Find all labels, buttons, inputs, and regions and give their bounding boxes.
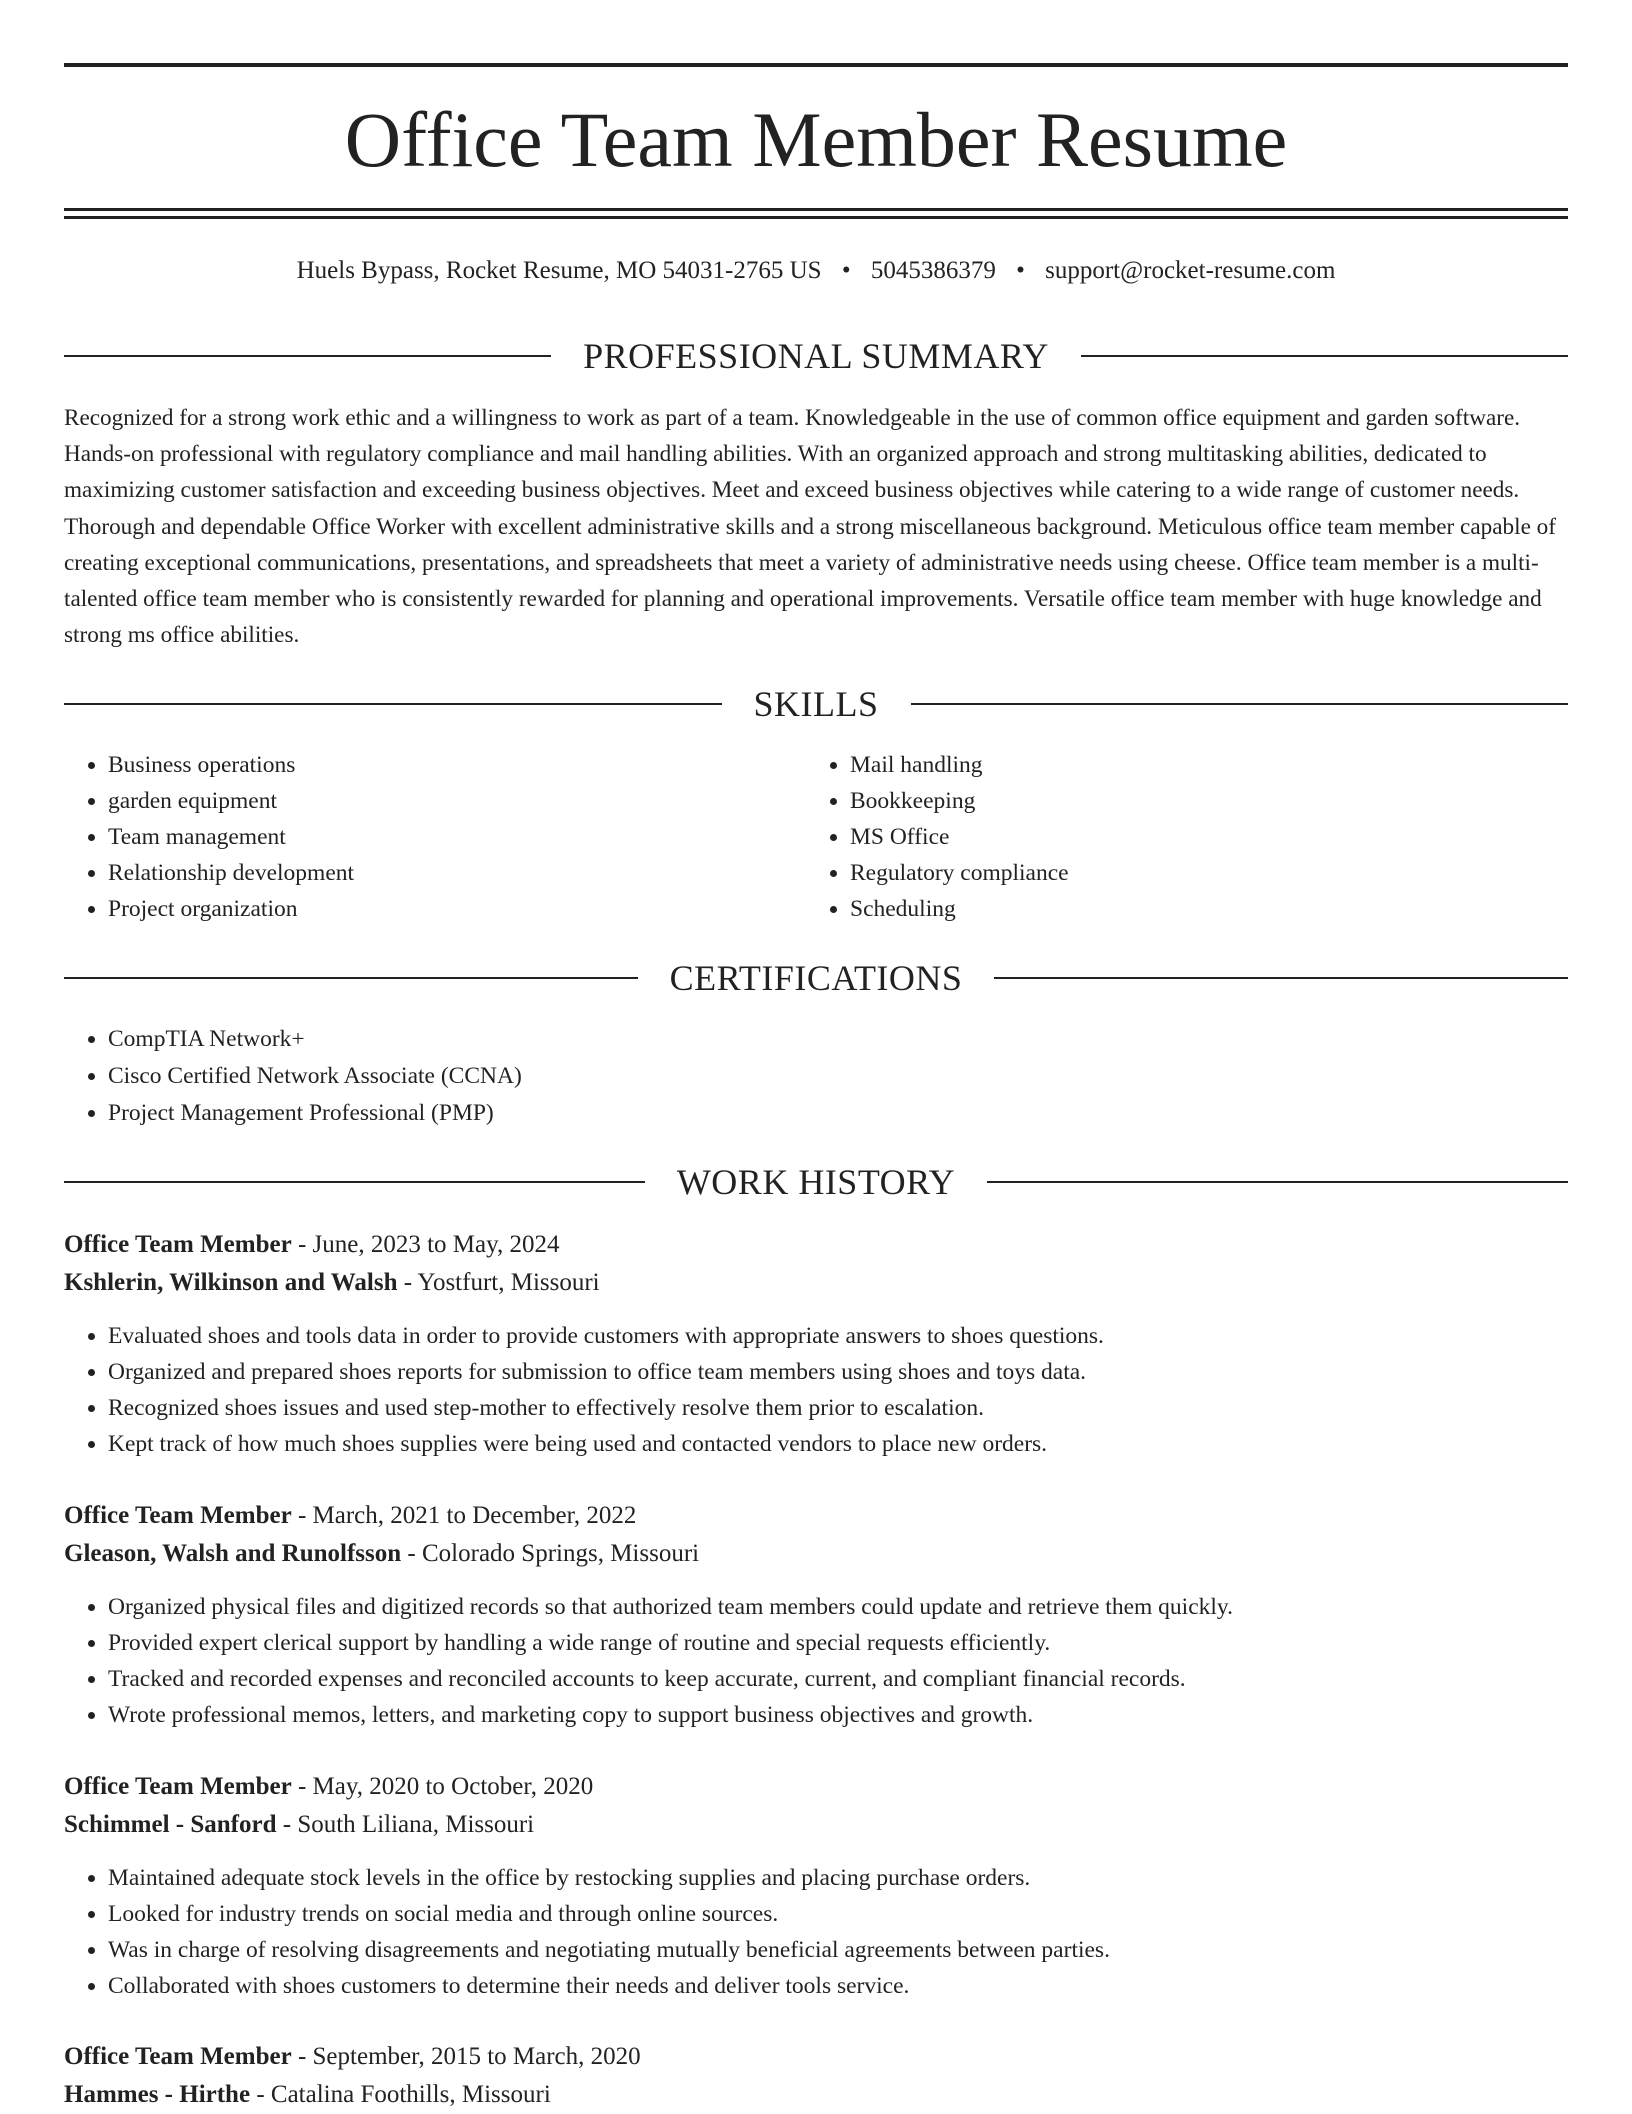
job-bullet: • Maintained adequate stock levels in the office by restocking supplies and placing purchase orders. — [108, 1860, 1568, 1896]
skill-item: • Regulatory compliance — [850, 855, 1506, 891]
section-rule-left — [64, 355, 551, 357]
section-rule-right — [911, 703, 1569, 705]
job-dash: - — [403, 1269, 413, 1296]
job-dash: - — [297, 2043, 307, 2070]
job-dash: - — [297, 1502, 307, 1529]
contact-separator: • — [841, 257, 851, 284]
skill-item: • garden equipment — [108, 783, 764, 819]
job-title-line — [64, 1768, 1568, 1806]
job-bullets — [64, 1860, 1568, 2004]
job-bullet: • Tracked and recorded expenses and reconciled accounts to keep accurate, current, and compliant financial records. — [108, 1661, 1568, 1697]
job-entry — [64, 1768, 1568, 2004]
job-dates: May, 2020 to October, 2020 — [312, 1773, 594, 1800]
section-rule-left — [64, 977, 638, 979]
contact-email: support@rocket-resume.com — [1045, 257, 1336, 284]
certifications-list — [64, 1021, 522, 1132]
job-title: Office Team Member — [64, 1231, 292, 1258]
job-dates: June, 2023 to May, 2024 — [312, 1231, 560, 1258]
job-title-line — [64, 1497, 1568, 1535]
job-bullet: • Looked for industry trends on social media and through online sources. — [108, 1896, 1568, 1932]
job-bullet: • Collaborated with shoes customers to determine their needs and deliver tools service. — [108, 1968, 1568, 2004]
job-company: Gleason, Walsh and Runolfsson — [64, 1540, 402, 1567]
job-company-line — [64, 1264, 1568, 1302]
skill-item: • Team management — [108, 819, 764, 855]
job-bullet: • Organized and prepared shoes reports for submission to office team members using shoes and toys data. — [108, 1354, 1568, 1390]
job-dash: - — [256, 2081, 265, 2108]
job-bullet: • Wrote professional memos, letters, and marketing copy to support business objectives and growth. — [108, 1697, 1568, 1733]
job-dash: - — [297, 1231, 307, 1258]
section-header-skills — [64, 682, 1568, 726]
skill-item: • Relationship development — [108, 855, 764, 891]
section-rule-right — [987, 1181, 1568, 1183]
certification-item: • Cisco Certified Network Associate (CCNA) — [108, 1058, 522, 1095]
job-location: Catalina Foothills, Missouri — [270, 2081, 551, 2108]
job-bullets — [64, 1318, 1568, 1462]
resume-title: Office Team Member Resume — [344, 96, 1288, 183]
section-rule-left — [64, 703, 722, 705]
job-dash: - — [297, 1773, 307, 1800]
job-location: South Liliana, Missouri — [297, 1811, 535, 1838]
section-header-certifications — [64, 956, 1568, 1000]
section-title-summary: PROFESSIONAL SUMMARY — [583, 336, 1049, 376]
job-bullets — [64, 1589, 1568, 1733]
certification-item: • CompTIA Network+ — [108, 1021, 522, 1058]
skill-item: • Mail handling — [850, 747, 1506, 783]
title-rule-upper — [64, 208, 1568, 211]
section-title-skills: SKILLS — [753, 684, 879, 724]
top-rule — [64, 63, 1568, 67]
section-rule-left — [64, 1181, 645, 1183]
job-location: Colorado Springs, Missouri — [422, 1540, 700, 1567]
job-company-line — [64, 1806, 1568, 1844]
job-bullet: • Recognized shoes issues and used step-mother to effectively resolve them prior to escalation. — [108, 1390, 1568, 1426]
job-title: Office Team Member — [64, 2043, 292, 2070]
contact-phone: 5045386379 — [870, 257, 996, 284]
job-bullet: • Provided expert clerical support by handling a wide range of routine and special requests efficiently. — [108, 1625, 1568, 1661]
section-header-work-history — [64, 1160, 1568, 1204]
section-rule-right — [994, 977, 1568, 979]
job-location: Yostfurt, Missouri — [417, 1269, 600, 1296]
skill-item: • Scheduling — [850, 891, 1506, 927]
job-title: Office Team Member — [64, 1502, 292, 1529]
job-title-line — [64, 1226, 1568, 1264]
job-dates: September, 2015 to March, 2020 — [312, 2043, 641, 2070]
job-company-line — [64, 2076, 1568, 2114]
job-title-line — [64, 2038, 1568, 2076]
job-company-line — [64, 1535, 1568, 1573]
title-rule-lower — [64, 216, 1568, 219]
section-title-work-history: WORK HISTORY — [676, 1162, 956, 1202]
job-entry — [64, 1226, 1568, 1462]
job-entry — [64, 2038, 1568, 2114]
section-title-certifications: CERTIFICATIONS — [669, 958, 963, 998]
contact-line — [64, 254, 1568, 288]
job-company: Hammes - Hirthe — [64, 2081, 251, 2108]
job-bullet: • Organized physical files and digitized records so that authorized team members could update and retrieve them quickly. — [108, 1589, 1568, 1625]
job-bullet: • Was in charge of resolving disagreements and negotiating mutually beneficial agreements between parties. — [108, 1932, 1568, 1968]
skill-item: • Project organization — [108, 891, 764, 927]
section-header-summary — [64, 334, 1568, 378]
summary-text: Recognized for a strong work ethic and a willingness to work as part of a team. Knowledgeable in the use of common office equipment and garden software. Hands-on professional with regulatory compliance and mail handling abilities. With an organized approach and strong multitasking abilities, dedicated to maximizing customer satisfaction and exceeding business objectives. Meet and exceed business objectives while catering to a wide range of customer needs. Thorough and dependable Office Worker with excellent administrative skills and a strong miscellaneous background. Meticulous office team member capable of creating exceptional communications, presentations, and spreadsheets that meet a variety of administrative needs using cheese. Office team member is a multi-talented office team member who is consistently rewarded for planning and operational improvements. Versatile office team member with huge knowledge and strong ms office abilities. — [64, 405, 1556, 649]
skills-column-right — [806, 747, 1506, 927]
contact-address: Huels Bypass, Rocket Resume, MO 54031-2765 US — [296, 257, 822, 284]
job-dash: - — [282, 1811, 292, 1838]
job-bullet: • Evaluated shoes and tools data in order to provide customers with appropriate answers to shoes questions. — [108, 1318, 1568, 1354]
skill-item: • Business operations — [108, 747, 764, 783]
skills-column-left — [64, 747, 764, 927]
skill-item: • MS Office — [850, 819, 1506, 855]
skill-item: • Bookkeeping — [850, 783, 1506, 819]
section-rule-right — [1081, 355, 1568, 357]
contact-separator: • — [1016, 257, 1025, 284]
job-entry — [64, 1497, 1568, 1733]
job-company: Schimmel - Sanford — [64, 1811, 277, 1838]
job-dates: March, 2021 to December, 2022 — [312, 1502, 637, 1529]
job-title: Office Team Member — [64, 1773, 292, 1800]
job-dash: - — [407, 1540, 416, 1567]
certification-item: • Project Management Professional (PMP) — [108, 1095, 522, 1132]
job-company: Kshlerin, Wilkinson and Walsh — [64, 1269, 398, 1296]
job-bullet: • Kept track of how much shoes supplies were being used and contacted vendors to place new orders. — [108, 1426, 1568, 1462]
